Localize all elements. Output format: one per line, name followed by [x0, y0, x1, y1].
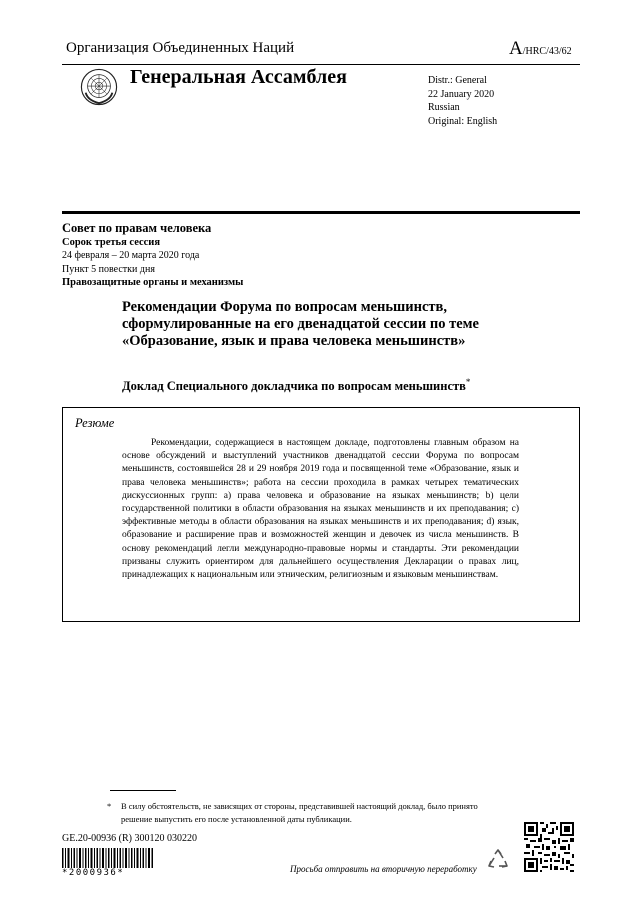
footnote-star: *	[107, 801, 112, 811]
barcode-icon	[62, 848, 154, 868]
summary-heading: Резюме	[75, 416, 115, 430]
summary-text: Рекомендации, содержащиеся в настоящем докладе, подготовлены главным образом на основе обсуждений и выступлений участников двенадцатой сессии Форума по вопросам меньшинств, состоявшейся 28 и 29 ноября 2019 года и посвященной теме «Образование, язык и права человека меньшинств»; работа на сессии проходила в рамках четырех тематических дискуссионных групп: a) права человека и образование на языках меньшинств; b) цели государственной политики в области образования на языках меньшинств и их преподавания; c) эффективные методы в области образования на языках меньшинств и их преподавания; d) язык, образование и расширение прав и возможностей женщин и девочек из числа меньшинств. В основу рекомендаций легли международно-правовые нормы и стандарты. Эти рекомендации призваны служить ориентиром для дальнейшего осуществления Декларации о правах лиц, принадлежащих к национальным или этническим, религиозным и языковым меньшинствам.	[122, 438, 519, 581]
report-label: Доклад Специального докладчика по вопросам меньшинств	[122, 379, 466, 394]
report-heading	[122, 377, 470, 394]
footnote-marker: *	[465, 377, 471, 387]
un-emblem-icon	[80, 68, 118, 106]
recycle-icon	[486, 848, 510, 872]
footnote-text: В силу обстоятельств, не зависящих от стороны, представившей настоящий доклад, было принято решение выпустить его после установленной даты публикации.	[121, 801, 478, 824]
title-line: сформулированные на его двенадцатой сессии по теме	[122, 316, 479, 332]
title-line: «Образование, язык и права человека меньшинств»	[122, 333, 466, 349]
organization-name: Организация Объединенных Наций	[66, 40, 295, 56]
distribution-info	[428, 74, 497, 128]
document-number: GE.20-00936 (R) 300120 030220	[62, 833, 197, 844]
title-line: Рекомендации Форума по вопросам меньшинств,	[122, 299, 448, 315]
date-line: 22 January 2020	[428, 88, 495, 100]
symbol-letter: A	[509, 38, 523, 59]
council-name: Совет по правам человека	[62, 221, 212, 235]
symbol-code: /HRC/43/62	[522, 46, 572, 57]
session-name: Сорок третья сессия	[62, 236, 161, 248]
footnote-rule	[110, 790, 176, 791]
qr-code-icon	[524, 822, 574, 872]
document-symbol	[509, 38, 572, 60]
recycle-note: Просьба отправить на вторичную переработку	[290, 864, 477, 874]
section-rule	[62, 211, 580, 214]
meeting-info	[62, 222, 243, 290]
distr-line: Distr.: General	[428, 75, 487, 86]
language-line: Russian	[428, 102, 460, 113]
document-title	[122, 299, 582, 350]
header-rule	[62, 64, 580, 65]
assembly-name: Генеральная Ассамблея	[130, 66, 347, 88]
footnote	[107, 800, 510, 825]
barcode-number: *2000936*	[62, 868, 125, 878]
agenda-item: Пункт 5 повестки дня	[62, 263, 155, 275]
agenda-title: Правозащитные органы и механизмы	[62, 277, 244, 288]
session-dates: 24 февраля – 20 марта 2020 года	[62, 250, 200, 261]
original-language-line: Original: English	[428, 115, 498, 127]
